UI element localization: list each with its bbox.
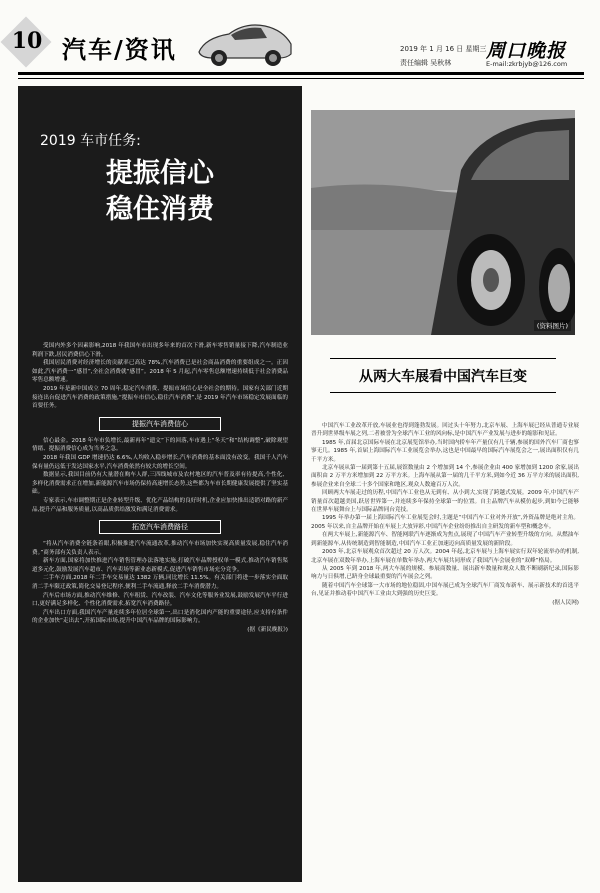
body-paragraph: 2018 年我国 GDP 增速仍达 6.6%,人均收入稳步增长,汽车消费的基本面没有改变。我国千人汽车保有量仍远低于发达国家水平,汽车消费依然有较大的增长空间。 bbox=[32, 454, 288, 470]
article-kicker: 2019 车市任务: bbox=[40, 133, 141, 149]
body-paragraph: 二手车方面,2018 年二手车交易量达 1382 万辆,同比增长 11.5%。有关部门将进一步落实全面取消二手车限迁政策,简化交易登记程序,便利二手车流通,释放二手车消费潜力。 bbox=[32, 575, 288, 591]
sports-car-icon bbox=[195, 12, 295, 72]
article-headline bbox=[18, 156, 302, 228]
photo-credit: (资料图片) bbox=[534, 320, 571, 331]
body-paragraph: 专家表示,车市调整期正是企业转型升级、优化产品结构的良好时机,企业应加快推出适销对路的新产品,提升产品和服务质量,以高品质供给激发和满足消费需求。 bbox=[32, 497, 288, 513]
body-paragraph: 汽车出口方面,我国汽车产量连续多年位居全球第一,出口是消化国内产能的重要途径,应支持有条件的企业加快“走出去”,开拓国际市场,提升中国汽车品牌的国际影响力。 bbox=[32, 609, 288, 625]
body-paragraph: 2019 年是新中国成立 70 周年,稳定汽车消费、提振市场信心是全社会的期待。国家有关部门近期接连出台促进汽车消费的政策措施,“提振车市信心,稳住汽车消费”,是 2019 年汽车市场稳定发展面临的首要任务。 bbox=[32, 385, 288, 410]
body-paragraph: 受国内外多个因素影响,2018 年我国车市出现多年来的首次下滑,新车零售销量接下降,汽车制造业利润下跌,居民消费信心下滑。 bbox=[32, 343, 288, 358]
right-article-headline: 从两大车展看中国汽车巨变 bbox=[359, 369, 527, 385]
car-photo-image bbox=[311, 110, 575, 335]
body-paragraph: 北京车展从第一届到第十五届,展馆数量由 2 个增加到 14 个,参展企业由 400 家增加到 1200 余家,展出面积由 2 万平方米增加到 22 万平方米。上海车展从第一届的几千平方米,到如今近 36 万平方米的展出面积,参展企业来自全球二十多个国家和地区,观众人数逾百万人次。 bbox=[311, 465, 579, 488]
headline-rule-top bbox=[330, 358, 556, 359]
body-paragraph: 中国汽车工业改革开放,车展业也得到蓬勃发展。回过头十年努力,北京车展、上海车展已经从普通专业展晋升到世界级车展之列,二者被誉为全球汽车工业的风向标,是中国汽车产业发展与进步的缩影和见证。 bbox=[311, 423, 579, 438]
article-credit: (据《新民晚报》) bbox=[247, 627, 288, 634]
subhead-consumption-path: 拓宽汽车消费路径 bbox=[99, 520, 221, 534]
body-paragraph: 1985 年,首届北京国际车展在北京展览馆举办,当时国内轿车年产量仅有几千辆,参展的国外汽车厂商也寥寥无几。1985 年,首届上海国际汽车工业展览会举办,这也是中国最早的国际汽车展览会之一,展出面积仅有几千平方米。 bbox=[311, 439, 579, 463]
body-paragraph: 新车方面,国家将加快推进汽车销售管理办法落地实施,打破汽车品牌授权单一模式,推动汽车销售渠道多元化,鼓励发展汽车超市、汽车卖场等新业态新模式,促进汽车销售市场充分竞争。 bbox=[32, 558, 288, 573]
article-body bbox=[32, 342, 288, 635]
paper-logo: 周口晚报 bbox=[486, 40, 567, 62]
section-title: 汽车/资讯 bbox=[62, 35, 177, 64]
paper-email: E-mail:zkrbjyb@126.com bbox=[486, 60, 568, 68]
body-paragraph: 2003 年,北京车展观众首次超过 20 万人次。2004 年起,北京车展与上海车展实行双年轮流举办的机制,北京车展在双数年举办,上海车展在单数年举办,两大车展共同形成了我国汽车会展业的“双峰”格局。 bbox=[311, 549, 579, 564]
subhead-confidence: 提振汽车消费信心 bbox=[99, 417, 221, 431]
masthead-rule bbox=[18, 72, 584, 75]
right-article-body bbox=[311, 422, 579, 607]
masthead bbox=[0, 0, 600, 80]
body-paragraph: “将从汽车消费全链条着眼,积极推进汽车流通改革,推动汽车市场加快实现高质量发展,稳住汽车消费。”商务部有关负责人表示。 bbox=[32, 541, 288, 556]
body-paragraph: 1995 年举办第一届上海国际汽车工业展览会时,主题是“中国汽车工业对外开放”,外资品牌是绝对主角。2005 年以来,自主品牌开始在车展上大放异彩,中国汽车企业纷纷推出自主研发的新车型和概念车。 bbox=[311, 515, 579, 530]
article-credit: (据人民网) bbox=[552, 599, 579, 606]
masthead-rule-thin bbox=[18, 78, 584, 79]
body-paragraph: 数据显示,我国目前仍有大量潜在购车人群,三四线城市及农村地区的汽车普及率有待提高,个性化、多样化消费需求正在增加,新能源汽车市场仍保持高速增长态势,这些都为车市长期健康发展提供了坚实基础。 bbox=[32, 472, 288, 496]
left-article bbox=[18, 86, 302, 882]
page-number: 10 bbox=[11, 28, 43, 54]
car-photo bbox=[311, 110, 575, 335]
body-paragraph: 随着中国汽车全球第一大市场的地位稳固,中国车展已成为全球汽车厂商发布新车、展示新技术的首选平台,见证并推动着中国汽车工业由大到强的历史巨变。 bbox=[311, 582, 579, 598]
body-paragraph: 汽车后市场方面,推动汽车维修、汽车租赁、汽车改装、汽车文化等服务业发展,鼓励发展汽车平行进口,更好满足多样化、个性化消费需求,拓宽汽车消费路径。 bbox=[32, 592, 288, 608]
issue-date: 2019 年 1 月 16 日 星期三 bbox=[400, 45, 487, 53]
body-paragraph: 我国居民消费对经济增长的贡献率已高达 78%,汽车消费已是社会商品消费的重要组成之一。正因如此,汽车消费一“感冒”,全社会消费就“感冒”。2018 年 5 月起,汽车零售总额增速持续低于社会消费品零售总额增速。 bbox=[32, 360, 288, 384]
editor-credit: 责任编辑 吴秋林 bbox=[400, 59, 452, 67]
body-paragraph: 从 2005 年到 2018 年,两大车展的规模、参展商数量、展出新车数量和观众人数不断刷新纪录,国际影响力与日俱增,已跻身全球最重要的汽车展会之列。 bbox=[311, 565, 579, 581]
body-paragraph: 回顾两大车展走过的历程,中国汽车工业也从无到有、从小到大,实现了跨越式发展。2009 年,中国汽车产销量首次超越美国,跃居世界第一,并连续多年保持全球第一的位置。自主品牌汽车从模仿起步,到如今已能够在世界车展舞台上与国际品牌同台竞技。 bbox=[311, 490, 579, 514]
headline-rule-bottom bbox=[330, 392, 556, 393]
headline-line-1: 提振信心 bbox=[106, 158, 214, 189]
body-paragraph: 在两大车展上,新能源汽车、智能网联汽车逐渐成为焦点,展现了中国汽车产业转型升级的方向。从燃油车到新能源车,从传统制造到智能制造,中国汽车工业正加速迈向高质量发展的新阶段。 bbox=[311, 532, 579, 547]
body-paragraph: 信心最金。2018 年车市负增长,最新再年“遗文”下的回落,车市遇上“冬天”和“结构调整”,破除观望情绪、提振消费信心成为当务之急。 bbox=[32, 437, 288, 453]
headline-line-2: 稳住消费 bbox=[106, 194, 214, 225]
